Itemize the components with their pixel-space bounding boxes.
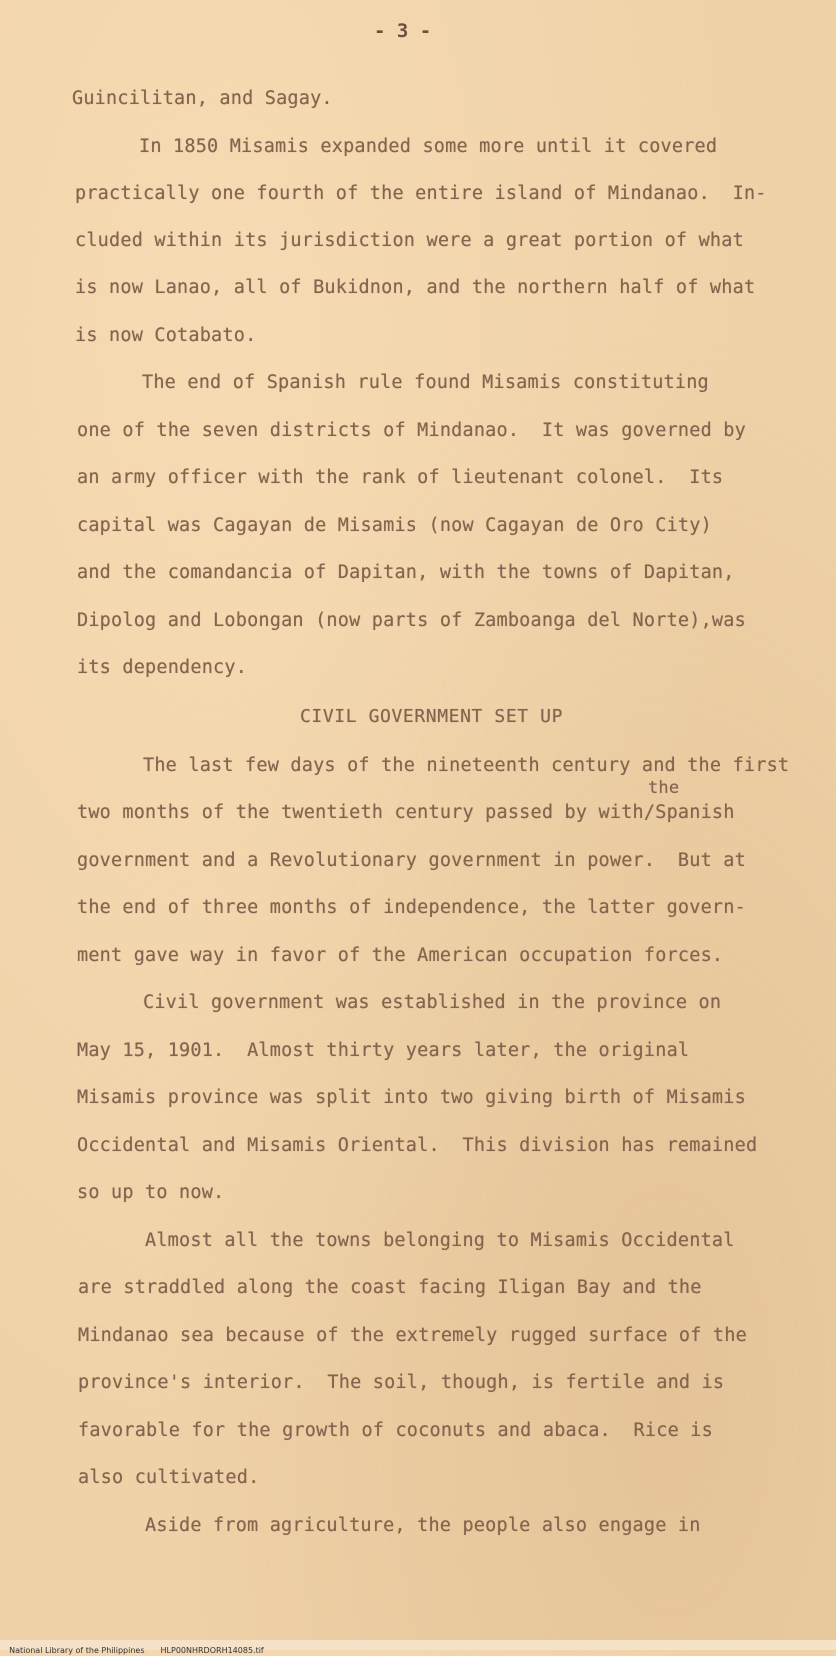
text-line-18: ment gave way in favor of the American occupation forces. xyxy=(77,945,724,966)
text-line-16: government and a Revolutionary government in power. But at xyxy=(77,850,746,871)
text-line-8: one of the seven districts of Mindanao. It was governed by xyxy=(77,420,746,441)
text-line-10: capital was Cagayan de Misamis (now Cagayan de Oro City) xyxy=(77,515,712,536)
text-line-27: province's interior. The soil, though, is fertile and is xyxy=(78,1372,725,1393)
footer-library: National Library of the Philippines xyxy=(9,1646,145,1655)
handwritten-insertion: the xyxy=(648,778,680,798)
text-line-25: are straddled along the coast facing Iligan Bay and the xyxy=(78,1277,702,1298)
text-line-2: In 1850 Misamis expanded some more until it covered xyxy=(139,136,718,157)
footer-file: HLP00NHRDORH14085.tif xyxy=(160,1646,264,1655)
text-line-6: is now Cotabato. xyxy=(75,325,257,346)
text-line-20: May 15, 1901. Almost thirty years later, the original xyxy=(77,1040,690,1061)
text-line-30: Aside from agriculture, the people also engage in xyxy=(145,1515,701,1536)
text-line-4: cluded within its jurisdiction were a great portion of what xyxy=(75,230,744,251)
text-line-23: so up to now. xyxy=(77,1182,225,1203)
text-line-12: Dipolog and Lobongan (now parts of Zamboanga del Norte),was xyxy=(77,610,746,631)
text-line-29: also cultivated. xyxy=(78,1467,260,1488)
text-line-22: Occidental and Misamis Oriental. This division has remained xyxy=(77,1135,758,1156)
text-line-15: two months of the twentieth century passed by with/Spanish xyxy=(77,802,735,823)
page-number: - 3 - xyxy=(374,20,432,42)
text-line-21: Misamis province was split into two giving birth of Misamis xyxy=(77,1087,746,1108)
text-line-28: favorable for the growth of coconuts and abaca. Rice is xyxy=(78,1420,713,1441)
text-line-3: practically one fourth of the entire island of Mindanao. In- xyxy=(75,183,767,204)
text-line-17: the end of three months of independence, the latter govern- xyxy=(77,897,746,918)
text-line-24: Almost all the towns belonging to Misamis Occidental xyxy=(145,1230,735,1251)
text-line-7: The end of Spanish rule found Misamis constituting xyxy=(142,372,709,393)
text-line-14: The last few days of the nineteenth century and the first xyxy=(143,755,790,776)
scan-footer xyxy=(4,1636,280,1656)
text-line-5: is now Lanao, all of Bukidnon, and the northern half of what xyxy=(75,277,756,298)
text-line-13: its dependency. xyxy=(77,657,248,678)
text-line-11: and the comandancia of Dapitan, with the towns of Dapitan, xyxy=(77,562,735,583)
section-heading: CIVIL GOVERNMENT SET UP xyxy=(300,706,564,727)
text-line-26: Mindanao sea because of the extremely rugged surface of the xyxy=(78,1325,747,1346)
text-line-19: Civil government was established in the province on xyxy=(143,992,722,1013)
text-line-9: an army officer with the rank of lieutenant colonel. Its xyxy=(77,467,724,488)
text-line-1: Guincilitan, and Sagay. xyxy=(72,88,333,109)
